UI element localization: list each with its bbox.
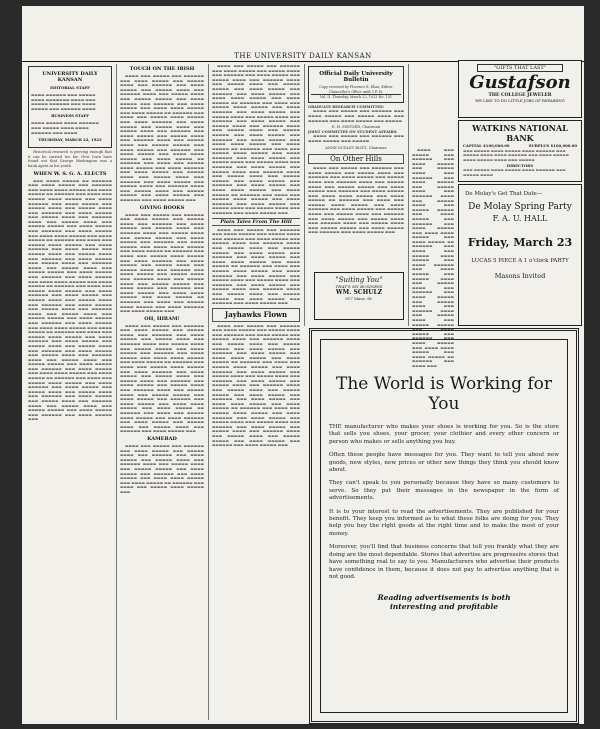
suiting-name: WM. SCHULZ [335, 289, 383, 296]
headline-oh-hiram: OH, HIRAM! [144, 315, 180, 322]
bulletin-box [308, 66, 404, 103]
ad-paragraph-2: Often these people have messages for you. They want to tell you about new goods, new styles, new prices or other new things they think you should know about. [329, 452, 559, 474]
lead-paragraph: Historical research is proving enough that it can be carried too far. New Iowa have found out that George Washington was a bank agent in his youth. [28, 150, 112, 168]
body-text: ▬▬▬▬ ▬▬▬ ▬▬▬▬▬ ▬▬▬ ▬▬▬▬▬▬ ▬▬▬ ▬▬▬▬ ▬▬▬▬▬ ▬▬▬ ▬▬▬▬▬ ▬▬▬▬ ▬▬▬ ▬▬▬▬▬▬ ▬▬▬ ▬▬▬▬ ▬▬▬▬▬ ▬▬▬ ▬▬▬▬▬ ▬▬▬▬ ▬▬▬ ▬▬▬▬▬▬ ▬▬▬▬ ▬▬▬ ▬▬▬▬▬ ▬▬▬▬ ▬▬▬ ▬▬▬▬▬ ▬▬▬▬▬ ▬▬▬ ▬▬▬▬ ▬▬▬▬▬ ▬▬▬ ▬▬▬▬▬▬ ▬▬▬ ▬▬▬▬ ▬▬▬▬▬ ▬▬▬ ▬▬▬▬ ▬▬▬▬ ▬▬▬▬▬ ▬▬▬ ▬▬▬▬ ▬▬▬▬▬ ▬▬ ▬▬▬▬▬▬ ▬▬▬ ▬▬▬▬ ▬▬▬ ▬▬▬▬▬ ▬▬▬▬ ▬▬▬▬▬ ▬▬▬ ▬▬▬▬ ▬▬▬▬▬▬ ▬▬▬ ▬▬▬▬ ▬▬▬▬▬ ▬▬▬ ▬▬▬▬▬ ▬▬▬▬ ▬▬▬ ▬▬▬▬▬ ▬▬▬▬ ▬▬▬ ▬▬▬▬▬▬ ▬▬▬ ▬▬▬▬ ▬▬▬▬▬ ▬▬▬ ▬▬▬▬▬ ▬▬▬▬ ▬▬▬ ▬▬▬▬▬▬ ▬▬▬▬ ▬▬▬ ▬▬▬▬▬ ▬▬▬▬ ▬▬▬ ▬▬▬▬▬ ▬▬▬▬▬ ▬▬▬ ▬▬▬▬ ▬▬▬▬▬ ▬▬▬ ▬▬▬▬▬▬ ▬▬▬ ▬▬▬▬ ▬▬▬▬▬ ▬▬▬ ▬▬▬▬ ▬▬▬▬ ▬▬▬▬▬ ▬▬▬ ▬▬▬▬ ▬▬▬▬▬ ▬▬ ▬▬▬▬▬▬ ▬▬▬ ▬▬▬▬ ▬▬▬ ▬▬▬▬▬ ▬▬▬▬ ▬▬▬▬▬ ▬▬▬ ▬▬▬▬ ▬▬▬▬▬▬ ▬▬▬ ▬▬▬▬ ▬▬▬▬▬ ▬▬▬ ▬▬▬▬▬ ▬▬▬▬ ▬▬▬ ▬▬▬▬▬ ▬▬▬▬ ▬▬▬ ▬▬▬▬▬▬ ▬▬▬ ▬▬▬▬ ▬▬▬▬▬ ▬▬▬ [120, 323, 204, 434]
headline-jayhawks-flown: Jayhawks Flown [212, 308, 300, 322]
column-right-news [412, 148, 454, 368]
gustafson-slogan: "GIFTS THAT LAST" [477, 64, 563, 72]
body-text: ▬▬▬▬ ▬▬▬ ▬▬▬▬▬ ▬▬▬ ▬▬▬▬▬▬ ▬▬▬ ▬▬▬▬ ▬▬▬▬▬ ▬▬▬ ▬▬▬▬▬ [308, 134, 404, 143]
headline-irish: TOUCH ON THE IRISH [129, 66, 195, 72]
column-features [212, 64, 300, 720]
business-listing: ▬▬▬▬ ▬▬▬▬▬ ▬▬▬▬ ▬▬▬▬▬▬ ▬▬▬ ▬▬▬▬▬ ▬▬▬▬ ▬▬▬▬ ▬▬▬▬▬▬ ▬▬▬ ▬▬▬▬ [31, 121, 99, 135]
demolay-date: Friday, March 23 [467, 236, 573, 249]
suiting-title: "Suiting You" [335, 276, 383, 284]
ad-headline: The World is Working for You [335, 374, 553, 414]
demolay-ad [458, 184, 582, 326]
headline-giving-books: GIVING BOOKS [139, 204, 185, 211]
ad-paragraph-3: They can't speak to you personally because they have so many customers to serve. So they put their messages in the newspaper in the form of advertisements. [329, 480, 559, 502]
ad-paragraph-5: Moreover, you'll find that business concerns that tell you frankly what they are doing are the most dependable. Stores that advertise are progressive stores that have something real to say to you. Manufacturers who advertise their products have confidence in them, because it does not pay to advertise anything that is not good. [329, 544, 559, 580]
demolay-hall: F. A. U. HALL [492, 214, 548, 223]
ad-footer-line-2: interesting and profitable [389, 602, 499, 612]
column-rule [208, 64, 209, 720]
watkins-director-list: ▬▬▬ ▬▬▬▬▬ ▬▬▬▬ ▬▬▬▬▬ ▬▬▬▬ ▬▬▬▬▬▬ ▬▬▬ ▬▬▬▬▬ ▬▬▬▬ [463, 168, 566, 177]
world-working-ad [309, 328, 579, 724]
gustafson-tag: THE COLLEGE JEWELER [488, 93, 552, 98]
column-news [120, 64, 204, 720]
headline-kamerad: KAMERAD [147, 435, 177, 442]
bulletin-heading-joint: JOINT COMMITTEE ON STUDENT AFFAIRS: [308, 129, 398, 134]
body-text: ▬▬▬▬ ▬▬▬ ▬▬▬▬▬ ▬▬▬ ▬▬▬▬▬▬ ▬▬▬ ▬▬▬▬ ▬▬▬▬▬ ▬▬▬ ▬▬▬▬▬ ▬▬▬▬ ▬▬▬ ▬▬▬▬▬▬ ▬▬▬ ▬▬▬▬ ▬▬▬▬▬ ▬▬▬ ▬▬▬▬▬ ▬▬▬▬ ▬▬▬ ▬▬▬▬▬▬ ▬▬▬▬ ▬▬▬ ▬▬▬▬▬ ▬▬▬▬ ▬▬▬ ▬▬▬▬▬ ▬▬▬▬▬ ▬▬▬ ▬▬▬▬ ▬▬▬▬▬ ▬▬▬ ▬▬▬▬▬▬ ▬▬▬ ▬▬▬▬ ▬▬▬▬▬ ▬▬▬ ▬▬▬▬ ▬▬▬▬ ▬▬▬▬▬ ▬▬▬ ▬▬▬▬ ▬▬▬▬▬ ▬▬ ▬▬▬▬▬▬ ▬▬▬ ▬▬▬▬ ▬▬▬ ▬▬▬▬▬ ▬▬▬▬ ▬▬▬▬▬ ▬▬▬ [120, 443, 204, 494]
body-text: ▬▬▬▬ ▬▬▬ ▬▬▬▬▬ ▬▬▬ ▬▬▬▬▬▬ ▬▬▬ ▬▬▬▬ ▬▬▬▬▬ ▬▬▬ ▬▬▬▬▬ ▬▬▬▬ ▬▬▬ ▬▬▬▬▬▬ ▬▬▬ ▬▬▬▬ ▬▬▬▬▬ ▬▬▬ ▬▬▬▬▬ ▬▬▬▬ ▬▬▬ ▬▬▬▬▬▬ ▬▬▬▬ ▬▬▬ ▬▬▬▬▬ ▬▬▬▬ ▬▬▬ ▬▬▬▬▬ ▬▬▬▬▬ ▬▬▬ ▬▬▬▬ ▬▬▬▬▬ ▬▬▬ ▬▬▬▬▬▬ ▬▬▬ ▬▬▬▬ ▬▬▬▬▬ ▬▬▬ ▬▬▬▬ ▬▬▬▬ ▬▬▬▬▬ ▬▬▬ ▬▬▬▬ ▬▬▬▬▬ ▬▬ ▬▬▬▬▬▬ ▬▬▬ ▬▬▬▬ ▬▬▬ ▬▬▬▬▬ ▬▬▬▬ ▬▬▬▬▬ ▬▬▬ ▬▬▬▬ ▬▬▬▬▬▬ ▬▬▬ ▬▬▬▬ ▬▬▬▬▬ ▬▬▬ ▬▬▬▬▬ ▬▬▬▬ ▬▬▬ ▬▬▬▬▬ ▬▬▬▬ ▬▬▬ ▬▬▬▬▬▬ ▬▬▬ ▬▬▬▬ ▬▬▬▬▬ ▬▬▬ ▬▬▬▬▬ ▬▬▬▬ ▬▬▬ ▬▬▬▬▬▬ ▬▬▬▬ ▬▬▬ ▬▬▬▬▬ ▬▬▬▬ ▬▬▬ ▬▬▬▬▬ ▬▬▬▬▬ ▬▬▬ ▬▬▬▬ ▬▬▬▬▬ ▬▬▬ ▬▬▬▬▬▬ ▬▬▬ ▬▬▬▬ ▬▬▬▬▬ ▬▬▬ [308, 166, 404, 235]
ad-footer-line-1: Reading advertisements is both [377, 593, 511, 603]
body-text: ▬▬▬▬ ▬▬▬ ▬▬▬▬▬ ▬▬▬ ▬▬▬▬▬▬ ▬▬▬ ▬▬▬▬ ▬▬▬▬▬ ▬▬▬ ▬▬▬▬▬ ▬▬▬▬ ▬▬▬ ▬▬▬▬▬▬ ▬▬▬ ▬▬▬▬ ▬▬▬▬▬ ▬▬▬ ▬▬▬▬▬ ▬▬▬▬ ▬▬▬ ▬▬▬▬▬▬ ▬▬▬▬ ▬▬▬ ▬▬▬▬▬ ▬▬▬▬ ▬▬▬ ▬▬▬▬▬ ▬▬▬▬▬ ▬▬▬ ▬▬▬▬ ▬▬▬▬▬ ▬▬▬ ▬▬▬▬▬▬ ▬▬▬ ▬▬▬▬ ▬▬▬▬▬ ▬▬▬ ▬▬▬▬ ▬▬▬▬ ▬▬▬▬▬ ▬▬▬ ▬▬▬▬ ▬▬▬▬▬ ▬▬ ▬▬▬▬▬▬ ▬▬▬ ▬▬▬▬ ▬▬▬ ▬▬▬▬▬ ▬▬▬▬ ▬▬▬▬▬ ▬▬▬ ▬▬▬▬ ▬▬▬▬▬▬ ▬▬▬ ▬▬▬▬ ▬▬▬▬▬ ▬▬▬ ▬▬▬▬▬ ▬▬▬▬ ▬▬▬ ▬▬▬▬▬ ▬▬▬▬ ▬▬▬ ▬▬▬▬▬▬ ▬▬▬ ▬▬▬▬ ▬▬▬▬▬ ▬▬▬ ▬▬▬▬▬ ▬▬▬▬ ▬▬▬ ▬▬▬▬▬▬ ▬▬▬▬ ▬▬▬ ▬▬▬▬▬ ▬▬▬▬ ▬▬▬ ▬▬▬▬▬ ▬▬▬▬▬ ▬▬▬ ▬▬▬▬ ▬▬▬▬▬ ▬▬▬ ▬▬▬▬▬▬ ▬▬▬ ▬▬▬▬ ▬▬▬▬▬ ▬▬▬ ▬▬▬▬ ▬▬▬▬ ▬▬▬▬▬ ▬▬▬ ▬▬▬▬ ▬▬▬▬▬ ▬▬ ▬▬▬▬▬▬ ▬▬▬ ▬▬▬▬ ▬▬▬ [412, 148, 454, 368]
watkins-surplus: SURPLUS $100,000.00 [528, 143, 577, 148]
gustafson-name: Gustafson [469, 72, 571, 93]
body-text: ▬▬▬▬ ▬▬▬ ▬▬▬▬▬ ▬▬▬ ▬▬▬▬▬▬ ▬▬▬ ▬▬▬▬ ▬▬▬▬▬ ▬▬▬ ▬▬▬▬▬ ▬▬▬▬ ▬▬▬ ▬▬▬▬▬▬ ▬▬▬ ▬▬▬▬ ▬▬▬▬▬ ▬▬▬ ▬▬▬▬▬ ▬▬▬▬ ▬▬▬ ▬▬▬▬▬▬ ▬▬▬▬ ▬▬▬ ▬▬▬▬▬ ▬▬▬▬ ▬▬▬ ▬▬▬▬▬ ▬▬▬▬▬ ▬▬▬ ▬▬▬▬ ▬▬▬▬▬ ▬▬▬ ▬▬▬▬▬▬ ▬▬▬ ▬▬▬▬ ▬▬▬▬▬ ▬▬▬ ▬▬▬▬ ▬▬▬▬ ▬▬▬▬▬ ▬▬▬ ▬▬▬▬ ▬▬▬▬▬ ▬▬ ▬▬▬▬▬▬ ▬▬▬ ▬▬▬▬ ▬▬▬ ▬▬▬▬▬ ▬▬▬▬ ▬▬▬▬▬ ▬▬▬ ▬▬▬▬ ▬▬▬▬▬▬ ▬▬▬ ▬▬▬▬ ▬▬▬▬▬ ▬▬▬ ▬▬▬▬▬ ▬▬▬▬ ▬▬▬ ▬▬▬▬▬ ▬▬▬▬ ▬▬▬ ▬▬▬▬▬▬ ▬▬▬ ▬▬▬▬ ▬▬▬▬▬ ▬▬▬ ▬▬▬▬▬ ▬▬▬▬ ▬▬▬ ▬▬▬▬▬▬ ▬▬▬▬ ▬▬▬ ▬▬▬▬▬ ▬▬▬▬ ▬▬▬ ▬▬▬▬▬ ▬▬▬▬▬ ▬▬▬ ▬▬▬▬ ▬▬▬▬▬ ▬▬▬ ▬▬▬▬▬▬ ▬▬▬ ▬▬▬▬ ▬▬▬▬▬ ▬▬▬ [212, 227, 300, 306]
demolay-title: De Molay Spring Party [468, 202, 572, 212]
body-text: ▬▬▬▬ ▬▬▬ ▬▬▬▬▬ ▬▬▬ ▬▬▬▬▬▬ ▬▬▬ ▬▬▬▬ ▬▬▬▬▬ ▬▬▬ ▬▬▬▬▬ ▬▬▬▬ ▬▬▬ ▬▬▬▬▬▬ ▬▬▬ ▬▬▬▬ ▬▬▬▬▬ ▬▬▬ ▬▬▬▬▬ ▬▬▬▬ ▬▬▬ ▬▬▬▬▬▬ ▬▬▬▬ ▬▬▬ ▬▬▬▬▬ ▬▬▬▬ ▬▬▬ ▬▬▬▬▬ ▬▬▬▬▬ ▬▬▬ ▬▬▬▬ ▬▬▬▬▬ ▬▬▬ ▬▬▬▬▬▬ ▬▬▬ ▬▬▬▬ ▬▬▬▬▬ ▬▬▬ ▬▬▬▬ ▬▬▬▬ ▬▬▬▬▬ ▬▬▬ ▬▬▬▬ ▬▬▬▬▬ ▬▬ ▬▬▬▬▬▬ ▬▬▬ ▬▬▬▬ ▬▬▬ ▬▬▬▬▬ ▬▬▬▬ ▬▬▬▬▬ ▬▬▬ ▬▬▬▬ ▬▬▬▬▬▬ ▬▬▬ ▬▬▬▬ ▬▬▬▬▬ ▬▬▬ ▬▬▬▬▬ ▬▬▬▬ ▬▬▬ ▬▬▬▬▬ ▬▬▬▬ ▬▬▬ ▬▬▬▬▬▬ ▬▬▬ ▬▬▬▬ ▬▬▬▬▬ ▬▬▬ ▬▬▬▬▬ ▬▬▬▬ ▬▬▬ ▬▬▬▬▬▬ ▬▬▬▬ ▬▬▬ ▬▬▬▬▬ ▬▬▬▬ ▬▬▬ ▬▬▬▬▬ ▬▬▬▬▬ ▬▬▬ ▬▬▬▬ ▬▬▬▬▬ ▬▬▬ ▬▬▬▬▬▬ ▬▬▬ ▬▬▬▬ ▬▬▬▬▬ ▬▬▬ ▬▬▬▬ ▬▬▬▬ ▬▬▬▬▬ ▬▬▬ ▬▬▬▬ ▬▬▬▬▬ ▬▬ ▬▬▬▬▬▬ ▬▬▬ ▬▬▬▬ ▬▬▬ ▬▬▬▬▬ ▬▬▬▬ ▬▬▬▬▬ ▬▬▬ ▬▬▬▬ ▬▬▬▬▬▬ ▬▬▬ ▬▬▬▬ ▬▬▬▬▬ ▬▬▬ [120, 212, 204, 314]
bulletin-heading-research: GRADUATE RESEARCH COMMITTEE: [308, 104, 385, 109]
watkins-directors: DIRECTORS [506, 163, 534, 169]
masthead: THE UNIVERSITY DAILY KANSAN [22, 52, 584, 62]
gustafson-tag2: WE LIKE TO DO LITTLE JOBS OF REPAIRING [475, 98, 565, 103]
demolay-intro: De Molay's Get That Date— [465, 191, 543, 197]
editorial-staff-heading: EDITORIAL STAFF [50, 85, 90, 90]
bulletin-title: Official Daily University Bulletin [319, 71, 393, 83]
bulletin-signature: ANNE DUDLEY BLITZ, Chairman [325, 145, 387, 150]
newspaper-page [22, 6, 584, 724]
watkins-capital: CAPITAL $100,000.00 [463, 143, 510, 148]
ad-paragraph-1: THE manufacturer who makes your shoes is working for you. So is the store that sells you shoes, your grocer, your clothier and every other concern or person who makes or sells anything you buy. [329, 424, 559, 445]
headline-wsga: WHEN W. S. G. A. ELECTS [33, 170, 107, 177]
staff-box [28, 66, 112, 148]
body-text: ▬▬▬▬ ▬▬▬ ▬▬▬▬▬ ▬▬▬ ▬▬▬▬▬▬ ▬▬▬ ▬▬▬▬ ▬▬▬▬▬ ▬▬▬ ▬▬▬▬▬ ▬▬▬▬ ▬▬▬ ▬▬▬▬▬▬ ▬▬▬ ▬▬▬▬ ▬▬▬▬▬ ▬▬▬ ▬▬▬▬▬ ▬▬▬▬ ▬▬▬ ▬▬▬▬▬▬ ▬▬▬▬ ▬▬▬ ▬▬▬▬▬ ▬▬▬▬ ▬▬▬ ▬▬▬▬▬ ▬▬▬▬▬ ▬▬▬ ▬▬▬▬ ▬▬▬▬▬ ▬▬▬ ▬▬▬▬▬▬ ▬▬▬ ▬▬▬▬ ▬▬▬▬▬ ▬▬▬ ▬▬▬▬ ▬▬▬▬ ▬▬▬▬▬ ▬▬▬ ▬▬▬▬ ▬▬▬▬▬ ▬▬ ▬▬▬▬▬▬ ▬▬▬ ▬▬▬▬ ▬▬▬ ▬▬▬▬▬ ▬▬▬▬ ▬▬▬▬▬ ▬▬▬ ▬▬▬▬ ▬▬▬▬▬▬ ▬▬▬ ▬▬▬▬ ▬▬▬▬▬ ▬▬▬ ▬▬▬▬▬ ▬▬▬▬ ▬▬▬ ▬▬▬▬▬ ▬▬▬▬ ▬▬▬ ▬▬▬▬▬▬ ▬▬▬ ▬▬▬▬ ▬▬▬▬▬ ▬▬▬ ▬▬▬▬▬ ▬▬▬▬ ▬▬▬ ▬▬▬▬▬▬ ▬▬▬▬ ▬▬▬ ▬▬▬▬▬ ▬▬▬▬ ▬▬▬ ▬▬▬▬▬ ▬▬▬▬▬ ▬▬▬ ▬▬▬▬ ▬▬▬▬▬ ▬▬▬ ▬▬▬▬▬▬ ▬▬▬ ▬▬▬▬ ▬▬▬▬▬ ▬▬▬ ▬▬▬▬ ▬▬▬▬ ▬▬▬▬▬ ▬▬▬ ▬▬▬▬ ▬▬▬▬▬ ▬▬ ▬▬▬▬▬▬ ▬▬▬ ▬▬▬▬ ▬▬▬ ▬▬▬▬▬ ▬▬▬▬ ▬▬▬▬▬ ▬▬▬ ▬▬▬▬ ▬▬▬▬▬▬ ▬▬▬ ▬▬▬▬ ▬▬▬▬▬ ▬▬▬ ▬▬▬▬▬ ▬▬▬▬ ▬▬▬ ▬▬▬▬▬ ▬▬▬▬ ▬▬▬ ▬▬▬▬▬▬ ▬▬▬ ▬▬▬▬ ▬▬▬▬▬ ▬▬▬ ▬▬▬▬▬ ▬▬▬▬ ▬▬▬ ▬▬▬▬▬▬ ▬▬▬▬ ▬▬▬ ▬▬▬▬▬ ▬▬▬▬ ▬▬▬ ▬▬▬▬▬ ▬▬▬▬▬ ▬▬▬ ▬▬▬▬ ▬▬▬▬▬ ▬▬▬ ▬▬▬▬▬▬ ▬▬▬ ▬▬▬▬ ▬▬▬▬▬ ▬▬▬ ▬▬▬▬ ▬▬▬▬ ▬▬▬▬▬ ▬▬▬ ▬▬▬▬ ▬▬▬▬▬ ▬▬ ▬▬▬▬▬▬ ▬▬▬ ▬▬▬▬ ▬▬▬ ▬▬▬▬▬ ▬▬▬▬ ▬▬▬▬▬ ▬▬▬ ▬▬▬▬ ▬▬▬▬▬▬ ▬▬▬ ▬▬▬▬ ▬▬▬▬▬ ▬▬▬ ▬▬▬▬▬ ▬▬▬▬ ▬▬▬ ▬▬▬▬▬ ▬▬▬▬ ▬▬▬ ▬▬▬▬▬▬ ▬▬▬ ▬▬▬▬ ▬▬▬▬▬ ▬▬▬ [212, 64, 300, 215]
bulletin-issue: Vol. II. Thursday, March 22, 1923 No. 131 [311, 94, 401, 100]
column-rule [304, 64, 305, 326]
suiting-you-ad [314, 272, 404, 320]
other-hills-heading: On Other Hills [308, 154, 404, 164]
suiting-address: 917 Mass. St. [345, 296, 373, 301]
body-text: ▬▬▬▬ ▬▬▬ ▬▬▬▬▬ ▬▬▬ ▬▬▬▬▬▬ ▬▬▬ ▬▬▬▬ ▬▬▬▬▬ ▬▬▬ ▬▬▬▬▬ ▬▬▬▬ ▬▬▬ ▬▬▬▬▬▬ ▬▬▬ ▬▬▬▬ ▬▬▬▬▬ ▬▬▬ ▬▬▬▬▬ ▬▬▬▬ ▬▬▬ ▬▬▬▬▬▬ ▬▬▬▬ ▬▬▬ ▬▬▬▬▬ ▬▬▬▬ ▬▬▬ ▬▬▬▬▬ ▬▬▬▬▬ ▬▬▬ ▬▬▬▬ ▬▬▬▬▬ ▬▬▬ ▬▬▬▬▬▬ ▬▬▬ ▬▬▬▬ ▬▬▬▬▬ ▬▬▬ ▬▬▬▬ ▬▬▬▬ ▬▬▬▬▬ ▬▬▬ ▬▬▬▬ ▬▬▬▬▬ ▬▬ ▬▬▬▬▬▬ ▬▬▬ ▬▬▬▬ ▬▬▬ ▬▬▬▬▬ ▬▬▬▬ ▬▬▬▬▬ ▬▬▬ ▬▬▬▬ ▬▬▬▬▬▬ ▬▬▬ ▬▬▬▬ ▬▬▬▬▬ ▬▬▬ ▬▬▬▬▬ ▬▬▬▬ ▬▬▬ ▬▬▬▬▬ ▬▬▬▬ ▬▬▬ ▬▬▬▬▬▬ ▬▬▬ ▬▬▬▬ ▬▬▬▬▬ ▬▬▬ ▬▬▬▬▬ ▬▬▬▬ ▬▬▬ ▬▬▬▬▬▬ ▬▬▬▬ ▬▬▬ ▬▬▬▬▬ ▬▬▬▬ ▬▬▬ ▬▬▬▬▬ ▬▬▬▬▬ ▬▬▬ ▬▬▬▬ ▬▬▬▬▬ ▬▬▬ ▬▬▬▬▬▬ ▬▬▬ ▬▬▬▬ ▬▬▬▬▬ ▬▬▬ ▬▬▬▬ ▬▬▬▬ ▬▬▬▬▬ ▬▬▬ ▬▬▬▬ ▬▬▬▬▬ ▬▬ ▬▬▬▬▬▬ ▬▬▬ ▬▬▬▬ ▬▬▬ ▬▬▬▬▬ ▬▬▬▬ ▬▬▬▬▬ ▬▬▬ ▬▬▬▬ ▬▬▬▬▬▬ ▬▬▬ ▬▬▬▬ ▬▬▬▬▬ ▬▬▬ ▬▬▬▬▬ ▬▬▬▬ ▬▬▬ ▬▬▬▬▬ ▬▬▬▬ ▬▬▬ ▬▬▬▬▬▬ ▬▬▬ ▬▬▬▬ ▬▬▬▬▬ ▬▬▬ ▬▬▬▬▬ ▬▬▬▬ ▬▬▬ ▬▬▬▬▬▬ ▬▬▬▬ ▬▬▬ ▬▬▬▬▬ ▬▬▬▬ ▬▬▬ ▬▬▬▬▬ ▬▬▬▬▬ ▬▬▬ ▬▬▬▬ ▬▬▬▬▬ ▬▬▬ ▬▬▬▬▬▬ ▬▬▬ ▬▬▬▬ ▬▬▬▬▬ ▬▬▬ [120, 74, 204, 203]
body-text: ▬▬▬▬ ▬▬▬ ▬▬▬▬▬ ▬▬▬ ▬▬▬▬▬▬ ▬▬▬ ▬▬▬▬ ▬▬▬▬▬ ▬▬▬ ▬▬▬▬▬ ▬▬▬▬ ▬▬▬ ▬▬▬▬▬▬ ▬▬▬ ▬▬▬▬ ▬▬▬▬▬ ▬▬▬ ▬▬▬▬▬ [308, 109, 404, 123]
watkins-title: WATKINS NATIONAL BANK [472, 123, 568, 143]
staff-listing: ▬▬▬▬ ▬▬▬▬▬▬ ▬▬▬ ▬▬▬▬▬ ▬▬▬▬ ▬▬▬▬▬▬▬ ▬▬▬▬ ▬▬▬ ▬▬▬▬▬ ▬▬▬▬▬▬ ▬▬▬ ▬▬▬▬ ▬▬▬▬▬ ▬▬▬ ▬▬▬▬▬▬ ▬▬▬▬ [31, 93, 96, 111]
business-staff-heading: BUSINESS STAFF [51, 113, 89, 119]
column-editorial [28, 64, 112, 720]
gustafson-ad [458, 60, 582, 118]
column-rule [116, 64, 117, 720]
paper-name: UNIVERSITY DAILY KANSAN [42, 71, 98, 83]
bulletin-subtitle: Copy received by Florence E. Elias, Editor, Chancellor's Office until 3 P. M. [319, 85, 393, 94]
dateline: THURSDAY, MARCH 22, 1923 [38, 137, 102, 143]
ad-paragraph-4: It is to your interest to read the advertisements. They are published for your benefit. They keep you informed as to what these folks are doing for you. They help you buy the right goods at the right time and to make the most of your money. [329, 508, 559, 537]
body-text: ▬▬▬ ▬▬▬▬ ▬▬▬▬▬ ▬▬ ▬▬▬▬▬▬ ▬▬▬ ▬▬▬▬ ▬▬▬▬▬ ▬▬▬ ▬▬▬▬▬▬ ▬▬▬ ▬▬▬▬ ▬▬▬▬ ▬▬▬▬▬ ▬▬▬ ▬▬▬▬ ▬▬▬▬▬ ▬▬ ▬▬▬▬▬▬ ▬▬▬ ▬▬▬▬ ▬▬▬ ▬▬▬▬▬ ▬▬▬▬ ▬▬▬▬▬ ▬▬▬ ▬▬▬▬ ▬▬▬▬▬▬ ▬▬▬ ▬▬▬▬ ▬▬▬▬▬ ▬▬▬ ▬▬▬▬▬ ▬▬▬▬ ▬▬▬ ▬▬▬▬▬ ▬▬▬▬ ▬▬▬ ▬▬▬▬▬▬ ▬▬▬ ▬▬▬▬ ▬▬▬▬▬ ▬▬▬ ▬▬▬▬▬ ▬▬▬▬ ▬▬▬ ▬▬▬▬▬▬ ▬▬▬▬ ▬▬▬ ▬▬▬▬▬ ▬▬▬▬ ▬▬▬ ▬▬▬▬▬ ▬▬▬▬▬ ▬▬▬ ▬▬▬▬ ▬▬▬▬▬ ▬▬▬ ▬▬▬▬▬▬ ▬▬▬ ▬▬▬▬ ▬▬▬▬▬ ▬▬▬ ▬▬▬▬ ▬▬▬▬ ▬▬▬▬▬ ▬▬▬ ▬▬▬▬ ▬▬▬▬▬ ▬▬ ▬▬▬▬▬▬ ▬▬▬ ▬▬▬▬ ▬▬▬ ▬▬▬▬▬ ▬▬▬▬ ▬▬▬▬▬ ▬▬▬ ▬▬▬▬ ▬▬▬▬▬▬ ▬▬▬ ▬▬▬▬ ▬▬▬▬▬ ▬▬▬ ▬▬▬▬▬ ▬▬▬▬ ▬▬▬ ▬▬▬▬▬ ▬▬▬▬ ▬▬▬ ▬▬▬▬▬▬ ▬▬▬ ▬▬▬▬ ▬▬▬▬▬ ▬▬▬ ▬▬▬▬▬ ▬▬▬▬ ▬▬▬ ▬▬▬▬▬▬ ▬▬▬▬ ▬▬▬ ▬▬▬▬▬ ▬▬▬▬ ▬▬▬ ▬▬▬▬▬ ▬▬▬▬▬ ▬▬▬ ▬▬▬▬ ▬▬▬▬▬ ▬▬▬ ▬▬▬▬▬▬ ▬▬▬ ▬▬▬▬ ▬▬▬▬▬ ▬▬▬ ▬▬▬▬ ▬▬▬▬ ▬▬▬▬▬ ▬▬▬ ▬▬▬▬ ▬▬▬▬▬ ▬▬ ▬▬▬▬▬▬ ▬▬▬ ▬▬▬▬ ▬▬▬ ▬▬▬▬▬ ▬▬▬▬ ▬▬▬▬▬ ▬▬▬ ▬▬▬▬ ▬▬▬▬▬▬ ▬▬▬ ▬▬▬▬ ▬▬▬▬▬ ▬▬▬ ▬▬▬▬▬ ▬▬▬▬ ▬▬▬ ▬▬▬▬▬ ▬▬▬▬ ▬▬▬ ▬▬▬▬▬▬ ▬▬▬ ▬▬▬▬ ▬▬▬▬▬ ▬▬▬ ▬▬▬▬▬ ▬▬▬▬ ▬▬▬ ▬▬▬▬▬▬ ▬▬▬▬ ▬▬▬ ▬▬▬▬▬ ▬▬▬▬ ▬▬▬ ▬▬▬▬▬ ▬▬▬▬▬ ▬▬▬ ▬▬▬▬ ▬▬▬▬▬ ▬▬▬ ▬▬▬▬▬▬ ▬▬▬ ▬▬▬▬ ▬▬▬▬▬ ▬▬▬ ▬▬▬▬ ▬▬▬▬ ▬▬▬▬▬ ▬▬▬ ▬▬▬▬ ▬▬▬▬▬ ▬▬ ▬▬▬▬▬▬ ▬▬▬ ▬▬▬▬ ▬▬▬ ▬▬▬▬▬ ▬▬▬▬ ▬▬▬▬▬ ▬▬▬ ▬▬▬▬ ▬▬▬▬▬▬ ▬▬▬ ▬▬▬▬ ▬▬▬▬▬ ▬▬▬ ▬▬▬▬▬ ▬▬▬▬ ▬▬▬ ▬▬▬▬▬ ▬▬▬▬ ▬▬▬ ▬▬▬▬▬▬ ▬▬▬ ▬▬▬▬ ▬▬▬▬▬ ▬▬▬ ▬▬▬▬▬ ▬▬▬▬ ▬▬▬ ▬▬▬▬▬▬ ▬▬▬▬ ▬▬▬ ▬▬▬▬▬ ▬▬▬▬ ▬▬▬ ▬▬▬▬▬ ▬▬▬▬▬ ▬▬▬ ▬▬▬▬ ▬▬▬▬▬ ▬▬▬ ▬▬▬▬▬▬ ▬▬▬ ▬▬▬▬ ▬▬▬▬▬ ▬▬▬ ▬▬▬▬ ▬▬▬▬ ▬▬▬▬▬ ▬▬▬ ▬▬▬▬ ▬▬▬▬▬ ▬▬ ▬▬▬▬▬▬ ▬▬▬ ▬▬▬▬ ▬▬▬ ▬▬▬▬▬ ▬▬▬▬ ▬▬▬▬▬ ▬▬▬ ▬▬▬▬ ▬▬▬▬▬▬ ▬▬▬ ▬▬▬▬ ▬▬▬▬▬ ▬▬▬ ▬▬▬▬▬ ▬▬▬▬ ▬▬▬ ▬▬▬▬▬ ▬▬▬▬ ▬▬▬ ▬▬▬▬▬▬ ▬▬▬ ▬▬▬▬ ▬▬▬▬▬ ▬▬▬ ▬▬▬▬▬ ▬▬▬▬ ▬▬▬ ▬▬▬▬▬▬ ▬▬▬▬ ▬▬▬ ▬▬▬▬▬ ▬▬▬▬ ▬▬▬ ▬▬▬▬▬ ▬▬▬▬▬ ▬▬▬ ▬▬▬▬ ▬▬▬▬▬ ▬▬▬ ▬▬▬▬▬▬ ▬▬▬ ▬▬▬▬ ▬▬▬▬▬ ▬▬▬ [28, 178, 112, 422]
body-text: ▬▬▬▬ ▬▬▬ ▬▬▬▬▬ ▬▬▬ ▬▬▬▬▬▬ ▬▬▬ ▬▬▬▬ ▬▬▬▬▬ ▬▬▬ ▬▬▬▬▬ ▬▬▬▬ ▬▬▬ ▬▬▬▬▬▬ ▬▬▬ ▬▬▬▬ ▬▬▬▬▬ ▬▬▬ ▬▬▬▬▬ ▬▬▬▬ ▬▬▬ ▬▬▬▬▬▬ ▬▬▬▬ ▬▬▬ ▬▬▬▬▬ ▬▬▬▬ ▬▬▬ ▬▬▬▬▬ ▬▬▬▬▬ ▬▬▬ ▬▬▬▬ ▬▬▬▬▬ ▬▬▬ ▬▬▬▬▬▬ ▬▬▬ ▬▬▬▬ ▬▬▬▬▬ ▬▬▬ ▬▬▬▬ ▬▬▬▬ ▬▬▬▬▬ ▬▬▬ ▬▬▬▬ ▬▬▬▬▬ ▬▬ ▬▬▬▬▬▬ ▬▬▬ ▬▬▬▬ ▬▬▬ ▬▬▬▬▬ ▬▬▬▬ ▬▬▬▬▬ ▬▬▬ ▬▬▬▬ ▬▬▬▬▬▬ ▬▬▬ ▬▬▬▬ ▬▬▬▬▬ ▬▬▬ ▬▬▬▬▬ ▬▬▬▬ ▬▬▬ ▬▬▬▬▬ ▬▬▬▬ ▬▬▬ ▬▬▬▬▬▬ ▬▬▬ ▬▬▬▬ ▬▬▬▬▬ ▬▬▬ ▬▬▬▬▬ ▬▬▬▬ ▬▬▬ ▬▬▬▬▬▬ ▬▬▬▬ ▬▬▬ ▬▬▬▬▬ ▬▬▬▬ ▬▬▬ ▬▬▬▬▬ ▬▬▬▬▬ ▬▬▬ ▬▬▬▬ ▬▬▬▬▬ ▬▬▬ ▬▬▬▬▬▬ ▬▬▬ ▬▬▬▬ ▬▬▬▬▬ ▬▬▬ ▬▬▬▬ ▬▬▬▬ ▬▬▬▬▬ ▬▬▬ ▬▬▬▬ ▬▬▬▬▬ ▬▬ ▬▬▬▬▬▬ ▬▬▬ ▬▬▬▬ ▬▬▬ ▬▬▬▬▬ ▬▬▬▬ ▬▬▬▬▬ ▬▬▬ ▬▬▬▬ ▬▬▬▬▬▬ ▬▬▬ ▬▬▬▬ ▬▬▬▬▬ ▬▬▬ ▬▬▬▬▬ ▬▬▬▬ ▬▬▬ ▬▬▬▬▬ ▬▬▬▬ ▬▬▬ ▬▬▬▬▬▬ ▬▬▬ ▬▬▬▬ ▬▬▬▬▬ ▬▬▬ ▬▬▬▬▬ ▬▬▬▬ ▬▬▬ ▬▬▬▬▬▬ ▬▬▬▬ ▬▬▬ ▬▬▬▬▬ ▬▬▬▬ ▬▬▬ ▬▬▬▬▬ ▬▬▬▬▬ ▬▬▬ ▬▬▬▬ ▬▬▬▬▬ ▬▬▬ ▬▬▬▬▬▬ ▬▬▬ ▬▬▬▬ ▬▬▬▬▬ ▬▬▬ [212, 323, 300, 448]
watkins-officers: ▬▬▬ ▬▬▬▬▬ ▬▬▬▬ ▬▬▬▬▬ ▬▬▬▬ ▬▬▬▬▬▬ ▬▬▬ ▬▬▬▬▬ ▬▬▬▬ ▬▬▬▬ ▬▬▬▬▬▬ ▬▬▬ ▬▬▬▬ ▬▬▬▬▬ ▬▬▬▬ ▬▬▬▬▬ ▬▬▬▬ ▬▬▬ ▬▬▬▬▬ [463, 149, 569, 162]
demolay-host: Masons Invited [494, 272, 546, 280]
column-rule [408, 64, 409, 326]
headline-plain-tales: Plain Tales From The Hill [212, 218, 300, 226]
suiting-line: THAT'S MY BUSINESS [335, 284, 383, 289]
bulletin-signature: E. H. SWITZER, Chairman [331, 125, 381, 130]
demolay-music: LUCAS 5 PIECE A 1 o'clock PARTY [471, 258, 569, 264]
watkins-bank-ad [458, 120, 582, 182]
